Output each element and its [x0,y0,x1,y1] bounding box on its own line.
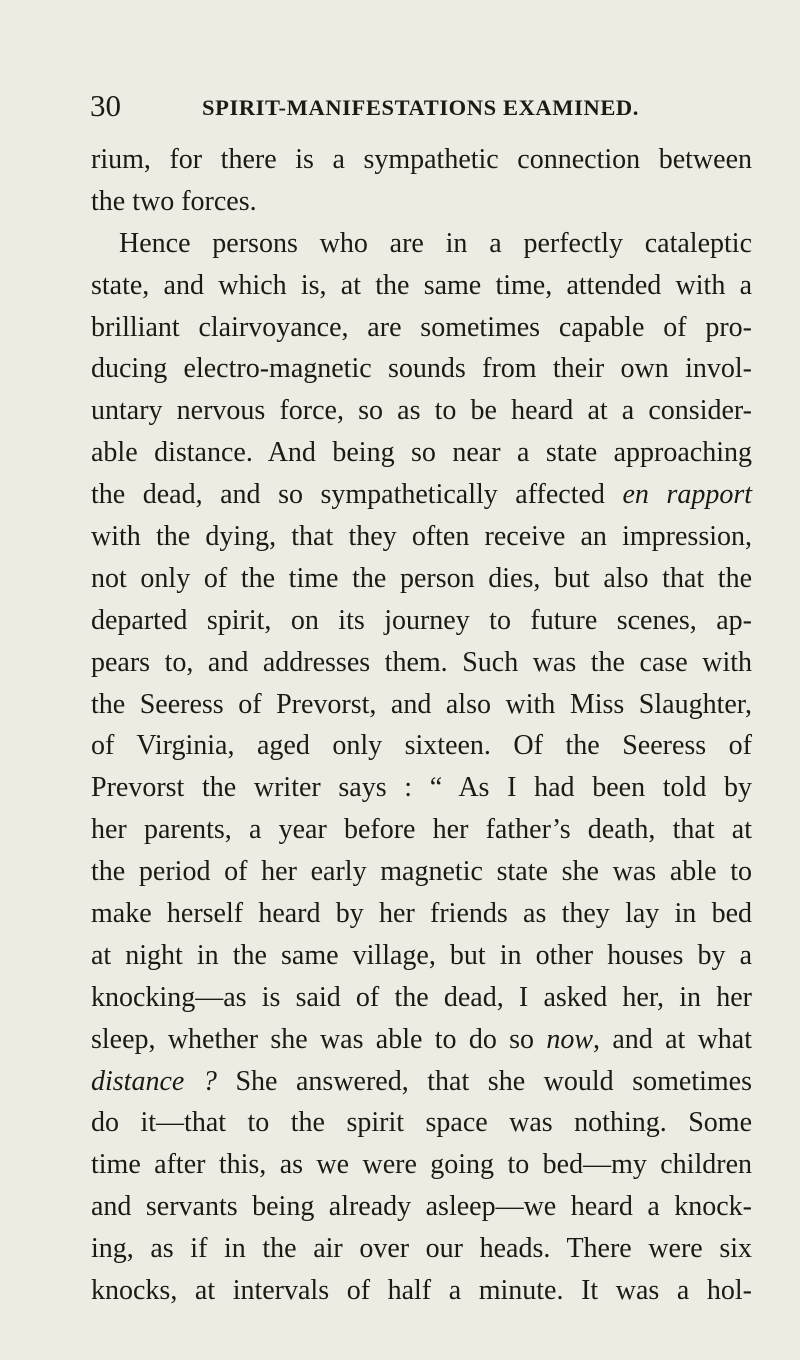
text-line: ducing electro-magnetic sounds from their own invol- [91,353,752,385]
text-line: knocking—as is said of the dead, I asked her, in her [91,981,752,1013]
text-line: state, and which is, at the same time, attended with a [91,269,752,301]
text-line: at night in the same village, but in other houses by a [91,939,752,971]
text-line: able distance. And being so near a state approaching [91,437,752,469]
text-line: untary nervous force, so as to be heard at a consider- [91,395,752,427]
page-number: 30 [90,88,121,123]
text-line [91,474,752,516]
text-line: brilliant clairvoyance, are sometimes capable of pro- [91,311,752,343]
running-title: SPIRIT-MANIFESTATIONS EXAMINED. [202,95,640,120]
text-line: the Seeress of Prevorst, and also with Miss Slaughter, [91,688,752,720]
text-line: Prevorst the writer says : “ As I had been told by [91,772,752,804]
text-segment: , and at what [593,1023,753,1055]
text-line: pears to, and addresses them. Such was the case with [91,646,752,678]
text-line: not only of the time the person dies, but also that the [91,562,752,594]
text-line: knocks, at intervals of half a minute. It was a hol- [91,1275,752,1307]
text-line: the two forces. [91,185,257,217]
text-line: rium, for there is a sympathetic connection between [91,144,752,175]
text-line [91,1061,752,1103]
italic-phrase: en rapport [622,479,752,511]
body-text [91,139,752,1312]
running-head [90,88,750,124]
text-line: of Virginia, aged only sixteen. Of the Seeress of [91,730,752,762]
text-line: make herself heard by her friends as they lay in bed [91,898,752,930]
text-segment: She answered, that she would sometimes [235,1065,753,1097]
text-line: time after this, as we were going to bed—my children [91,1149,752,1181]
italic-word: now [546,1023,594,1055]
text-line: her parents, a year before her father’s death, that at [91,814,752,846]
text-segment: the dead, and so sympathetically affected [91,479,605,511]
text-line: do it—that to the spirit space was nothing. Some [91,1107,752,1139]
text-line: with the dying, that they often receive an impression, [91,521,752,553]
text-line: departed spirit, on its journey to future scenes, ap- [91,604,752,636]
italic-phrase: distance ? [91,1065,217,1097]
text-line: Hence persons who are in a perfectly cataleptic [119,227,752,259]
text-line: and servants being already asleep—we heard a knock- [91,1191,752,1223]
text-line: the period of her early magnetic state she was able to [91,856,752,888]
text-line [91,1019,752,1061]
text-line: ing, as if in the air over our heads. There were six [91,1233,752,1265]
text-segment: sleep, whether she was able to do so [91,1023,535,1055]
